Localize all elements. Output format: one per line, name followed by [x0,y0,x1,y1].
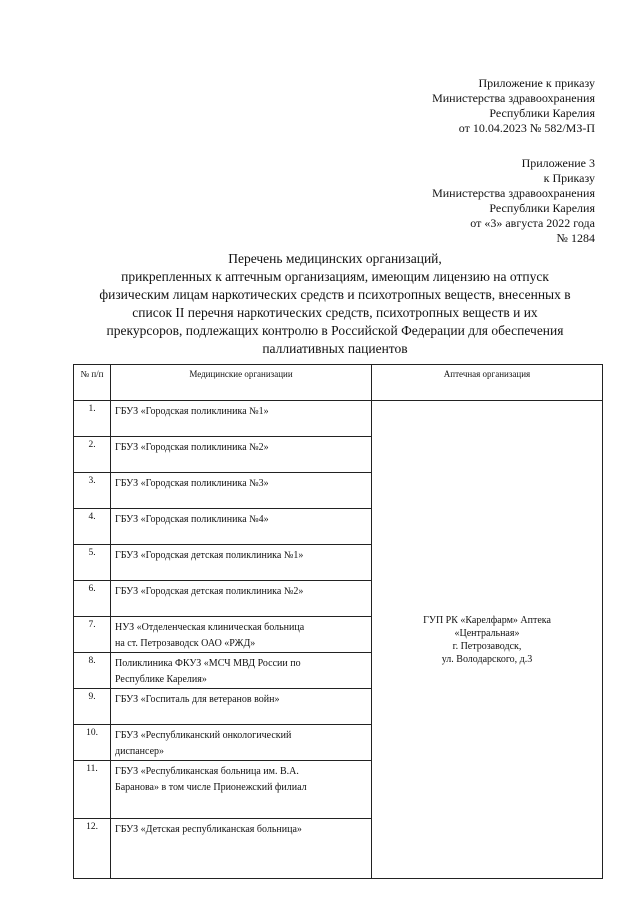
medical-org [111,761,372,819]
title-line: прикрепленных к аптечным организациям, имеющим лицензию на отпуск [121,269,549,284]
title-line: физическим лицам наркотических средств и психотропных веществ, внесенных в [99,287,571,302]
pharmacy-line: «Центральная» [454,627,520,639]
col-header-pharmacy: Аптечная организация [372,365,603,401]
medical-org: ГБУЗ «Городская детская поликлиника №2» [111,581,372,617]
org-line: диспансер» [115,746,165,757]
row-number: 9. [74,689,111,725]
pharmacy-cell [372,401,603,879]
medical-org: ГБУЗ «Детская республиканская больница» [111,819,372,879]
header-line: № 1284 [556,231,595,245]
row-number: 4. [74,509,111,545]
org-line: ГБУЗ «Республиканская больница им. В.А. [115,766,299,777]
header-line: к Приказу [543,171,595,185]
row-number: 7. [74,617,111,653]
medical-org [111,653,372,689]
header-line: Республики Карелия [489,106,595,120]
document-title [70,250,600,358]
header-line: от 10.04.2023 № 582/МЗ-П [458,121,595,135]
medical-org: ГБУЗ «Госпиталь для ветеранов войн» [111,689,372,725]
org-line: на ст. Петрозаводск ОАО «РЖД» [115,638,256,649]
header-line: Приложение к приказу [478,76,595,90]
row-number: 6. [74,581,111,617]
org-line: Республике Карелия» [115,674,207,685]
medical-org: ГБУЗ «Городская поликлиника №3» [111,473,372,509]
header-line: Министерства здравоохранения [432,91,595,105]
pharmacy-line: г. Петрозаводск, [452,640,522,652]
row-number: 3. [74,473,111,509]
medical-org: ГБУЗ «Городская поликлиника №1» [111,401,372,437]
medical-org: ГБУЗ «Городская поликлиника №2» [111,437,372,473]
row-number: 1. [74,401,111,437]
org-line: НУЗ «Отделенческая клиническая больница [115,622,305,633]
row-number: 8. [74,653,111,689]
col-header-number: № п/п [74,365,111,401]
pharmacy-line: ул. Володарского, д.3 [441,653,533,665]
organizations-table [73,364,603,879]
table-header-row [74,365,603,401]
medical-org [111,617,372,653]
header-line: от «3» августа 2022 года [470,216,595,230]
row-number: 10. [74,725,111,761]
pharmacy-line: ГУП РК «Карелфарм» Аптека [423,614,551,626]
row-number: 11. [74,761,111,819]
medical-org: ГБУЗ «Городская поликлиника №4» [111,509,372,545]
title-line: паллиативных пациентов [262,341,408,356]
appendix-order-header [432,76,595,136]
title-line: список II перечня наркотических средств, психотропных веществ и их [132,305,538,320]
title-line: Перечень медицинских организаций, [228,251,442,266]
col-header-medical-org: Медицинские организации [111,365,372,401]
org-line: Поликлиника ФКУЗ «МСЧ МВД России по [115,658,301,669]
header-line: Приложение 3 [521,156,595,170]
org-line: ГБУЗ «Республиканский онкологический [115,730,292,741]
header-line: Республики Карелия [489,201,595,215]
medical-org [111,725,372,761]
header-line: Министерства здравоохранения [432,186,595,200]
appendix-3-header [432,156,595,246]
row-number: 2. [74,437,111,473]
row-number: 12. [74,819,111,879]
title-line: прекурсоров, подлежащих контролю в Российской Федерации для обеспечения [106,323,564,338]
table-row [74,401,603,437]
org-line: Баранова» в том числе Прионежский филиал [115,782,307,793]
row-number: 5. [74,545,111,581]
medical-org: ГБУЗ «Городская детская поликлиника №1» [111,545,372,581]
